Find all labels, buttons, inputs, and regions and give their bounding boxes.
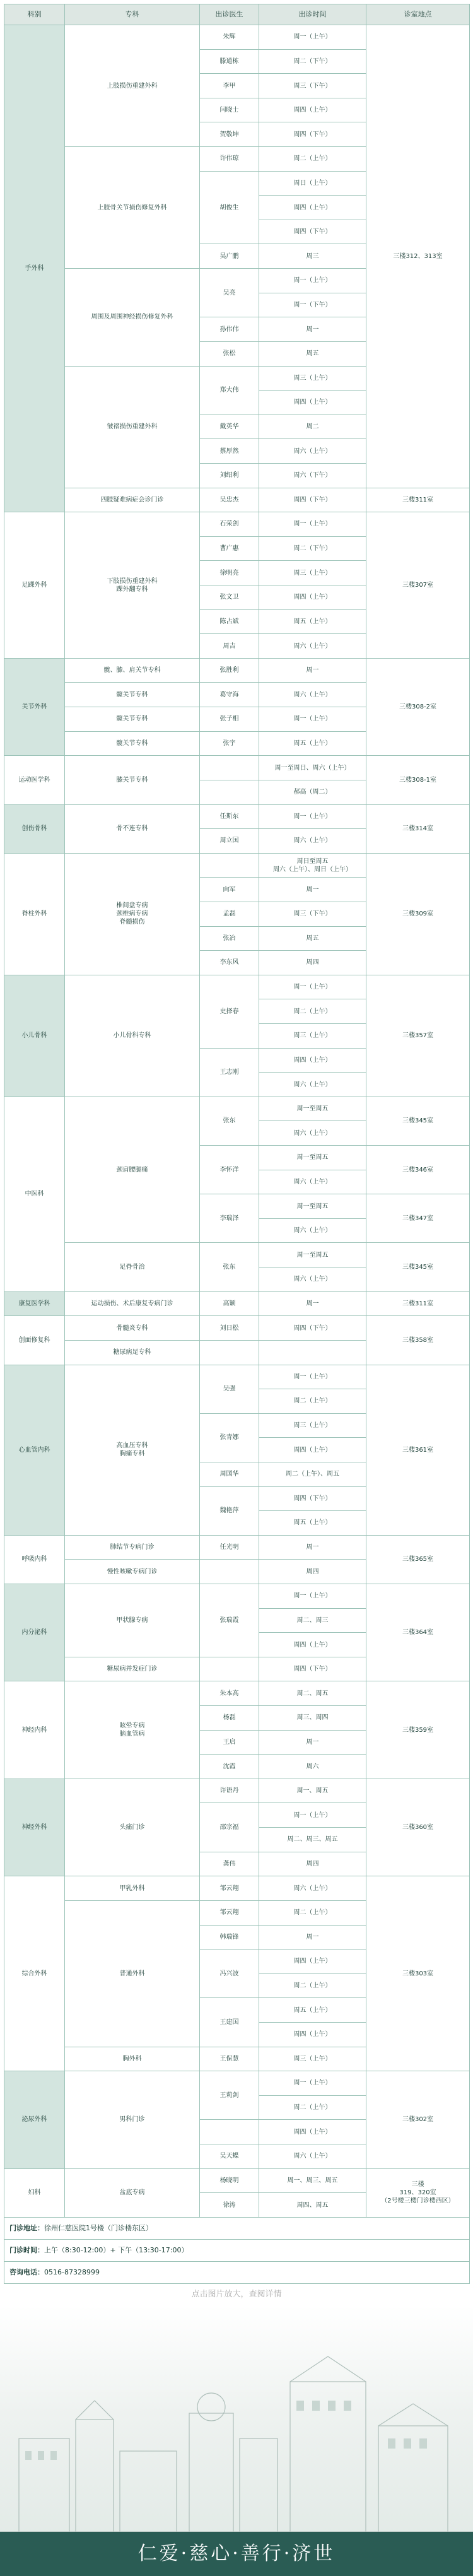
dept-name-4: 创伤骨科 (4, 804, 65, 853)
clinic-time: 周一（上午） (259, 2071, 366, 2096)
clinic-time: 周一至周五 (259, 1146, 366, 1170)
clinic-time: 周四（上午） (259, 585, 366, 610)
hours-row (4, 2240, 470, 2262)
dept-name-1: 足踝外科 (4, 512, 65, 659)
clinic-time: 周六（下午） (259, 463, 366, 488)
room-location: 三楼311室 (366, 1291, 470, 1316)
doctor-name: 任光明 (200, 1535, 259, 1560)
doctor-name: 周国华 (200, 1462, 259, 1486)
clinic-time: 周六（上午） (259, 1876, 366, 1901)
specialty-9-0: 骨髓炎专科 (65, 1316, 200, 1341)
clinic-time: 周四（下午） (259, 1316, 366, 1341)
schedule-row (4, 1876, 470, 1901)
doctor-name: 李甲 (200, 74, 259, 98)
clinic-time: 周五 (259, 341, 366, 366)
doctor-name: 王保慧 (200, 2047, 259, 2071)
doctor-name: 滕道栋 (200, 49, 259, 74)
clinic-time: 周一（上午） (259, 1584, 366, 1609)
clinic-time: 周日（上午） (259, 171, 366, 196)
clinic-time: 周一、周三、周五 (259, 2168, 366, 2193)
schedule-row (4, 975, 470, 999)
specialty-8-0: 运动损伤、术后康复专病门诊 (65, 1291, 200, 1316)
clinic-time: 周三 (259, 244, 366, 269)
specialty-1-0: 下肢损伤重建外科 踝外翻专科 (65, 512, 200, 659)
doctor-name: 王启 (200, 1730, 259, 1755)
clinic-time: 周六（上午） (259, 1073, 366, 1097)
doctor-name: 张冶 (200, 926, 259, 951)
phone-value: 0516-87328999 (44, 2267, 100, 2276)
clinic-time: 周一（上午） (259, 804, 366, 829)
clinic-time: 周五（上午） (259, 1511, 366, 1536)
doctor-name: 张松 (200, 341, 259, 366)
clinic-time: 周二、周三、周五 (259, 1828, 366, 1852)
room-location: 三楼312、313室 (366, 25, 470, 488)
doctor-name: 杨磊 (200, 1706, 259, 1731)
doctor-name (200, 1340, 259, 1365)
doctor-name: 吴广鹏 (200, 244, 259, 269)
schedule-row (4, 1779, 470, 1803)
clinic-time (259, 1340, 366, 1365)
doctor-name: 胡俊生 (200, 171, 259, 244)
clinic-time: 周四（下午） (259, 1486, 366, 1511)
specialty-0-3: 皱褶损伤重建外科 (65, 366, 200, 488)
room-location: 三楼303室 (366, 1876, 470, 2071)
clinic-time: 周六（上午） (259, 439, 366, 464)
header-time: 出诊时间 (259, 4, 366, 25)
schedule-row (4, 1681, 470, 1706)
dept-name-6: 小儿骨科 (4, 975, 65, 1097)
schedule-row (4, 804, 470, 829)
specialty-13-0: 眩晕专病 脑血管病 (65, 1681, 200, 1779)
schedule-row (4, 1365, 470, 1389)
clinic-time: 周六（上午） (259, 1170, 366, 1194)
specialty-0-1: 上肢骨关节损伤修复外科 (65, 147, 200, 269)
dept-name-2: 关节外科 (4, 658, 65, 755)
doctor-name: 许伟琼 (200, 147, 259, 172)
doctor-name: 陈占斌 (200, 609, 259, 634)
clinic-time: 周一（上午） (259, 1365, 366, 1389)
doctor-name: 张东 (200, 1097, 259, 1145)
header-specialty: 专科 (65, 4, 200, 25)
specialty-12-1: 糖尿病并发症门诊 (65, 1657, 200, 1681)
address-label: 门诊地址： (9, 2223, 44, 2232)
doctor-name: 邹云翔 (200, 1876, 259, 1901)
specialty-11-1: 慢性咳嗽专病门诊 (65, 1560, 200, 1584)
specialty-4-0: 骨不连专科 (65, 804, 200, 853)
doctor-name: 韩瑞锋 (200, 1925, 259, 1950)
dept-name-17: 妇科 (4, 2168, 65, 2217)
room-location: 三楼357室 (366, 975, 470, 1097)
specialty-17-0: 盆底专病 (65, 2168, 200, 2217)
phone-row (4, 2262, 470, 2284)
clinic-time: 周四 (259, 1560, 366, 1584)
outpatient-schedule-table (4, 4, 470, 2284)
specialty-0-0: 上肢损伤重建外科 (65, 25, 200, 147)
clinic-time: 周六（上午） (259, 1121, 366, 1146)
dept-name-14: 神经外科 (4, 1779, 65, 1876)
doctor-name: 沈霞 (200, 1755, 259, 1779)
clinic-time: 周四（上午） (259, 1950, 366, 1974)
doctor-name (200, 756, 259, 780)
room-location: 三楼347室 (366, 1194, 470, 1243)
schedule-row (4, 2168, 470, 2193)
clinic-time: 周三（上午） (259, 2047, 366, 2071)
specialty-6-0: 小儿骨科专科 (65, 975, 200, 1097)
clinic-time: 周四（上午） (259, 2120, 366, 2144)
doctor-name: 吴强 (200, 1365, 259, 1413)
specialty-0-4: 四肢疑难病症会诊门诊 (65, 488, 200, 512)
dept-name-9: 创面修复科 (4, 1316, 65, 1365)
doctor-name: 闫晓士 (200, 98, 259, 122)
clinic-time: 周二（下午） (259, 49, 366, 74)
table-header-row (4, 4, 470, 25)
address-value: 徐州仁慈医院1号楼（门诊楼东区） (44, 2223, 153, 2232)
doctor-name (200, 2120, 259, 2144)
room-location: 三楼360室 (366, 1779, 470, 1876)
clinic-time: 郝高（周二） (259, 780, 366, 804)
clinic-time: 周一 (259, 317, 366, 342)
doctor-name: 石荣剑 (200, 512, 259, 537)
dept-name-11: 呼吸内科 (4, 1535, 65, 1584)
room-location: 三楼 319、320室 （2号楼三楼门诊楼西区） (366, 2168, 470, 2217)
room-location: 三楼308-2室 (366, 658, 470, 755)
doctor-name: 刘绍利 (200, 463, 259, 488)
doctor-name: 魏艳萍 (200, 1486, 259, 1535)
clinic-time: 周六（上午） (259, 829, 366, 854)
clinic-time: 周四（下午） (259, 488, 366, 512)
clinic-time: 周二（上午） (259, 2095, 366, 2120)
clinic-time: 周四（上午） (259, 1438, 366, 1462)
doctor-name: 孙伟伟 (200, 317, 259, 342)
header-dept: 科别 (4, 4, 65, 25)
room-location: 三楼365室 (366, 1535, 470, 1584)
dept-name-5: 脊柱外科 (4, 853, 65, 975)
doctor-name: 邹云翔 (200, 1900, 259, 1925)
schedule-row (4, 512, 470, 537)
specialty-16-0: 男科门诊 (65, 2071, 200, 2168)
schedule-row (4, 488, 470, 512)
doctor-name: 吴亮 (200, 269, 259, 317)
schedule-row (4, 1243, 470, 1267)
doctor-name: 朱本高 (200, 1681, 259, 1706)
doctor-name: 戴英华 (200, 415, 259, 439)
dept-name-16: 泌尿外科 (4, 2071, 65, 2168)
room-location: 三楼346室 (366, 1146, 470, 1194)
specialty-12-0: 甲状腺专病 (65, 1584, 200, 1657)
clinic-time: 周一（上午） (259, 269, 366, 293)
clinic-time: 周一 (259, 1291, 366, 1316)
specialty-15-0: 甲乳外科 (65, 1876, 200, 1901)
clinic-time: 周二（上午） (259, 1389, 366, 1414)
room-location: 三楼345室 (366, 1243, 470, 1291)
doctor-name: 刘日松 (200, 1316, 259, 1341)
clinic-time: 周一 (259, 1535, 366, 1560)
doctor-name: 朱辉 (200, 25, 259, 50)
dept-name-15: 综合外科 (4, 1876, 65, 2071)
clinic-time: 周四 (259, 1852, 366, 1876)
clinic-time: 周二（上午）、周五 (259, 1462, 366, 1486)
room-location: 三楼361室 (366, 1365, 470, 1535)
specialty-10-0: 高血压专科 胸痛专科 (65, 1365, 200, 1535)
doctor-name: 张东 (200, 1243, 259, 1291)
room-location: 三楼308-1室 (366, 756, 470, 804)
clinic-time: 周三（上午） (259, 1413, 366, 1438)
header-location: 诊室地点 (366, 4, 470, 25)
schedule-row (4, 1097, 470, 1121)
doctor-name: 王建国 (200, 1998, 259, 2047)
clinic-time: 周一（上午） (259, 707, 366, 732)
specialty-15-1: 普通外科 (65, 1900, 200, 2047)
schedule-row (4, 1316, 470, 1341)
doctor-name: 杨晓明 (200, 2168, 259, 2193)
specialty-3-0: 膝关节专科 (65, 756, 200, 804)
clinic-time: 周一 (259, 1730, 366, 1755)
clinic-time: 周二、周三 (259, 1608, 366, 1633)
doctor-name: 向军 (200, 878, 259, 902)
clinic-time: 周二（上午） (259, 999, 366, 1024)
clinic-time: 周四（上午） (259, 1048, 366, 1073)
clinic-time: 周五（上午） (259, 1998, 366, 2023)
clinic-time: 周六（上午） (259, 683, 366, 707)
schedule-row (4, 2071, 470, 2096)
schedule-row (4, 1535, 470, 1560)
doctor-name: 周吉 (200, 634, 259, 659)
doctor-name: 郑大伟 (200, 366, 259, 415)
clinic-time: 周一（上午） (259, 512, 366, 537)
doctor-name (200, 1657, 259, 1681)
clinic-time: 周一、周五 (259, 1779, 366, 1803)
clinic-time: 周四（上午） (259, 196, 366, 220)
zoom-tip: 点击图片放大，查阅详情 (191, 2290, 282, 2299)
specialty-0-2: 周围及周围神经损伤修复外科 (65, 269, 200, 366)
hospital-slogan: 仁爱·慈心·善行·济世 (0, 2532, 473, 2576)
specialty-11-0: 肺结节专病门诊 (65, 1535, 200, 1560)
room-location: 三楼311室 (366, 488, 470, 512)
address-row (4, 2218, 470, 2240)
clinic-time: 周二、周五 (259, 1681, 366, 1706)
specialty-5-0: 椎间盘专病 颈椎病专病 脊髓损伤 (65, 853, 200, 975)
doctor-name: 李瑞泽 (200, 1194, 259, 1243)
schedule-row (4, 756, 470, 780)
specialty-2-3: 髋关节专科 (65, 731, 200, 756)
specialty-7-1: 足脊骨治 (65, 1243, 200, 1291)
clinic-time: 周一（下午） (259, 293, 366, 317)
doctor-name: 孟磊 (200, 902, 259, 926)
doctor-name: 贺敬坤 (200, 122, 259, 147)
clinic-time: 周二（上午） (259, 1900, 366, 1925)
dept-name-13: 神经内科 (4, 1681, 65, 1779)
header-doctor: 出诊医生 (200, 4, 259, 25)
hospital-buildings-illustration (0, 2344, 473, 2533)
clinic-time: 周四 (259, 951, 366, 975)
doctor-name: 周立国 (200, 829, 259, 854)
doctor-name: 张瑞霞 (200, 1584, 259, 1657)
clinic-time: 周三（下午） (259, 74, 366, 98)
hours-value: 上午（8:30-12:00）+ 下午（13:30-17:00） (44, 2245, 189, 2254)
clinic-time: 周五（上午） (259, 609, 366, 634)
clinic-time: 周一至周五 (259, 1194, 366, 1219)
doctor-name: 高颖 (200, 1291, 259, 1316)
doctor-name: 邵宗福 (200, 1803, 259, 1852)
clinic-time: 周三（下午） (259, 902, 366, 926)
clinic-time: 周二（下午） (259, 536, 366, 561)
doctor-name: 张子相 (200, 707, 259, 732)
clinic-time: 周一至周五 (259, 1097, 366, 1121)
doctor-name (200, 780, 259, 804)
clinic-time: 周六（上午） (259, 634, 366, 659)
doctor-name: 冯兴波 (200, 1950, 259, 1998)
room-location: 三楼302室 (366, 2071, 470, 2168)
room-location: 三楼314室 (366, 804, 470, 853)
clinic-time: 周一 (259, 878, 366, 902)
specialty-2-0: 髋、膝、肩关节专科 (65, 658, 200, 683)
doctor-name: 李怀洋 (200, 1146, 259, 1194)
doctor-name (200, 853, 259, 878)
dept-name-12: 内分泌科 (4, 1584, 65, 1681)
doctor-name: 曹广惠 (200, 536, 259, 561)
phone-label: 咨询电话： (9, 2267, 44, 2276)
doctor-name: 吴天蝶 (200, 2144, 259, 2169)
clinic-time: 周六（上午） (259, 2144, 366, 2169)
dept-name-8: 康复医学科 (4, 1291, 65, 1316)
clinic-time: 周三、周四 (259, 1706, 366, 1731)
doctor-name: 徐涛 (200, 2193, 259, 2218)
room-location: 三楼307室 (366, 512, 470, 659)
doctor-name: 史择春 (200, 975, 259, 1048)
specialty-2-2: 髋关节专科 (65, 707, 200, 732)
clinic-time: 周四（上午） (259, 391, 366, 415)
clinic-time: 周四、周五 (259, 2193, 366, 2218)
clinic-time: 周二（上午） (259, 147, 366, 172)
clinic-time: 周一（上午） (259, 25, 366, 50)
schedule-row (4, 1291, 470, 1316)
clinic-time: 周四（上午） (259, 1633, 366, 1657)
doctor-name: 徐明亮 (200, 561, 259, 585)
dept-name-7: 中医科 (4, 1097, 65, 1291)
clinic-time: 周二（上午） (259, 1973, 366, 1998)
doctor-name (200, 1560, 259, 1584)
specialty-2-1: 髋关节专科 (65, 683, 200, 707)
room-location: 三楼358室 (366, 1316, 470, 1365)
clinic-time: 周三（上午） (259, 561, 366, 585)
clinic-time: 周四（下午） (259, 122, 366, 147)
doctor-name: 吴忠杰 (200, 488, 259, 512)
doctor-name: 王莉剑 (200, 2071, 259, 2120)
clinic-time: 周六（上午） (259, 1218, 366, 1243)
room-location: 三楼309室 (366, 853, 470, 975)
clinic-time: 周一至周日、周六（上午） (259, 756, 366, 780)
specialty-7-0: 颈肩腰腿痛 (65, 1097, 200, 1243)
clinic-time: 周三（上午） (259, 366, 366, 391)
doctor-name: 任斯东 (200, 804, 259, 829)
clinic-time: 周四（上午） (259, 98, 366, 122)
clinic-time: 周一至周五 (259, 1243, 366, 1267)
room-location: 三楼359室 (366, 1681, 470, 1779)
room-location: 三楼345室 (366, 1097, 470, 1145)
doctor-name: 张文卫 (200, 585, 259, 610)
clinic-time: 周六 (259, 1755, 366, 1779)
clinic-time: 周一 (259, 658, 366, 683)
schedule-row (4, 25, 470, 50)
clinic-time: 周一 (259, 1925, 366, 1950)
doctor-name: 葛守海 (200, 683, 259, 707)
doctor-name: 张宇 (200, 731, 259, 756)
dept-name-0: 手外科 (4, 25, 65, 512)
clinic-time: 周二 (259, 415, 366, 439)
doctor-name: 王志刚 (200, 1048, 259, 1097)
dept-name-10: 心血管内科 (4, 1365, 65, 1535)
clinic-time: 周五 (259, 926, 366, 951)
clinic-time: 周四（下午） (259, 1657, 366, 1681)
footer-banner (0, 2306, 473, 2576)
clinic-time: 周五（上午） (259, 731, 366, 756)
doctor-name: 许语丹 (200, 1779, 259, 1803)
specialty-9-1: 糖尿病足专科 (65, 1340, 200, 1365)
schedule-row (4, 658, 470, 683)
clinic-time: 周四（下午） (259, 220, 366, 244)
clinic-time: 周一（上午） (259, 1803, 366, 1828)
doctor-name: 李东风 (200, 951, 259, 975)
specialty-15-2: 胸外科 (65, 2047, 200, 2071)
doctor-name: 张青娜 (200, 1413, 259, 1462)
clinic-time: 周四（上午） (259, 2022, 366, 2047)
specialty-14-0: 头痛门诊 (65, 1779, 200, 1876)
clinic-time: 周日至周五 周六（上午）、周日（上午） (259, 853, 366, 878)
doctor-name: 张胜利 (200, 658, 259, 683)
clinic-time: 周六（上午） (259, 1267, 366, 1292)
doctor-name: 龚伟 (200, 1852, 259, 1876)
dept-name-3: 运动医学科 (4, 756, 65, 804)
doctor-name: 蔡厚然 (200, 439, 259, 464)
schedule-row (4, 1584, 470, 1609)
room-location: 三楼364室 (366, 1584, 470, 1681)
clinic-time: 周三（上午） (259, 1023, 366, 1048)
schedule-row (4, 853, 470, 878)
clinic-time: 周一（上午） (259, 975, 366, 999)
hours-label: 门诊时间： (9, 2245, 44, 2254)
